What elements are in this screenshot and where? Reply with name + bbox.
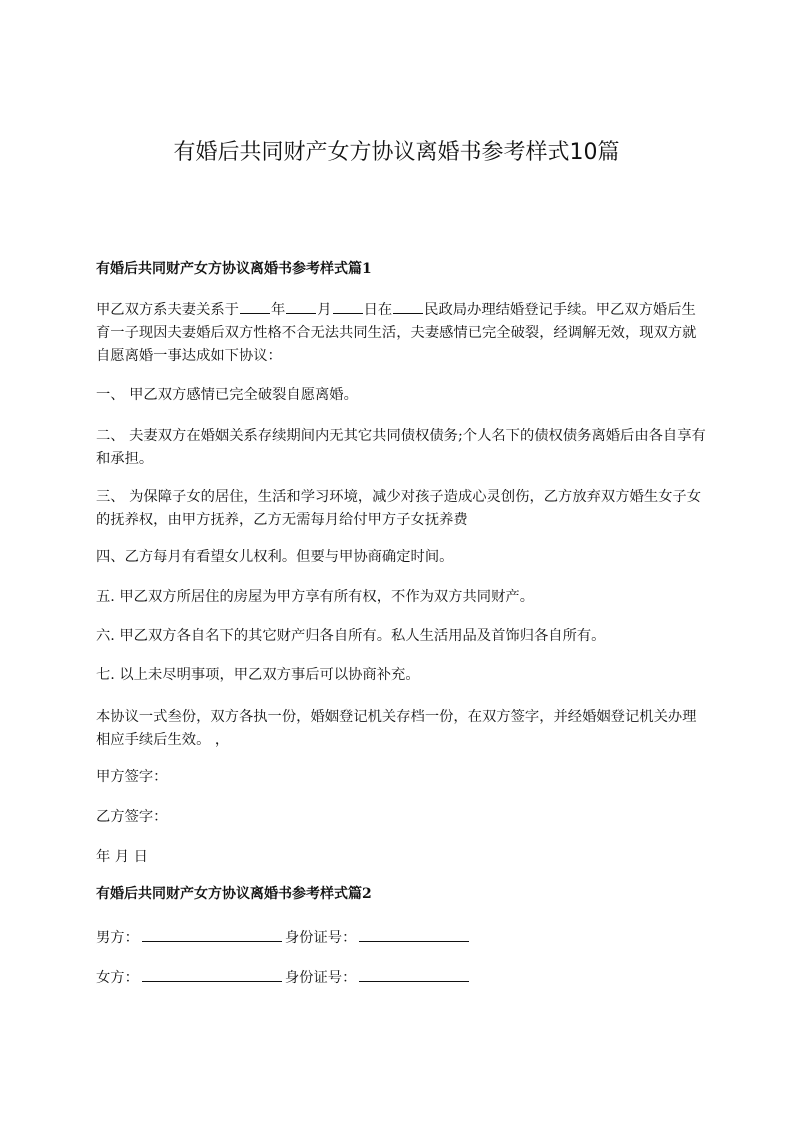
clause-3: 三、 为保障子女的居住，生活和学习环境，减少对孩子造成心灵创伤，乙方放弃双方婚生女子女的抚养权，由甲方抚养，乙方无需每月给付甲方子女抚养费	[96, 489, 702, 528]
signature-party-a: 甲方签字：	[96, 769, 168, 785]
clause-5: 五. 甲乙双方所居住的房屋为甲方享有所有权，不作为双方共同财产。	[96, 589, 534, 605]
section-1-heading: 有婚后共同财产女方协议离婚书参考样式篇1	[96, 261, 372, 277]
male-name-blank	[142, 927, 282, 942]
year-blank	[240, 299, 270, 314]
signature-date: 年 月 日	[96, 849, 148, 865]
female-label: 女方：	[96, 970, 139, 986]
day-blank	[333, 299, 363, 314]
intro-paragraph	[96, 299, 708, 368]
male-id-blank	[359, 927, 469, 942]
clause-4: 四、乙方每月有看望女儿权利。但要与甲协商确定时间。	[96, 549, 454, 565]
clause-7: 七. 以上未尽明事项，甲乙双方事后可以协商补充。	[96, 667, 420, 683]
intro-text-2: 年	[270, 302, 286, 318]
document-title: 有婚后共同财产女方协议离婚书参考样式10篇	[173, 140, 620, 165]
month-blank	[286, 299, 316, 314]
bureau-blank	[393, 299, 423, 314]
male-party-line	[96, 927, 708, 950]
male-id-label: 身份证号：	[284, 930, 357, 946]
clause-2: 二、 夫妻双方在婚姻关系存续期间内无其它共同债权债务;个人名下的债权债务离婚后由各自享有和承担。	[96, 428, 706, 467]
intro-text-1: 甲乙双方系夫妻关系于	[96, 302, 239, 318]
female-name-blank	[142, 967, 282, 982]
intro-text-3: 月	[317, 302, 332, 318]
clause-effectiveness: 本协议一式叁份，双方各执一份，婚姻登记机关存档一份，在双方签字，并经婚姻登记机关办理相应手续后生效。 ，	[96, 709, 697, 748]
signature-party-b: 乙方签字：	[96, 809, 168, 825]
section-2-heading: 有婚后共同财产女方协议离婚书参考样式篇2	[96, 886, 372, 902]
intro-text-5: 民政局办理结婚登记手续。甲乙双方婚后生育一子现因夫妻婚后双方性格不合无法共同生活，夫妻感情已完全破裂，经调解无效，现双方就自愿离婚一事达成如下协议：	[96, 302, 697, 364]
male-label: 男方：	[96, 930, 139, 946]
female-party-line	[96, 967, 708, 990]
intro-text-4: 日在	[363, 302, 393, 318]
female-id-label: 身份证号：	[284, 970, 357, 986]
clause-6: 六. 甲乙双方各自名下的其它财产归各自所有。私人生活用品及首饰归各自所有。	[96, 628, 606, 644]
clause-1: 一、 甲乙双方感情已完全破裂自愿离婚。	[96, 387, 358, 403]
female-id-blank	[359, 967, 469, 982]
